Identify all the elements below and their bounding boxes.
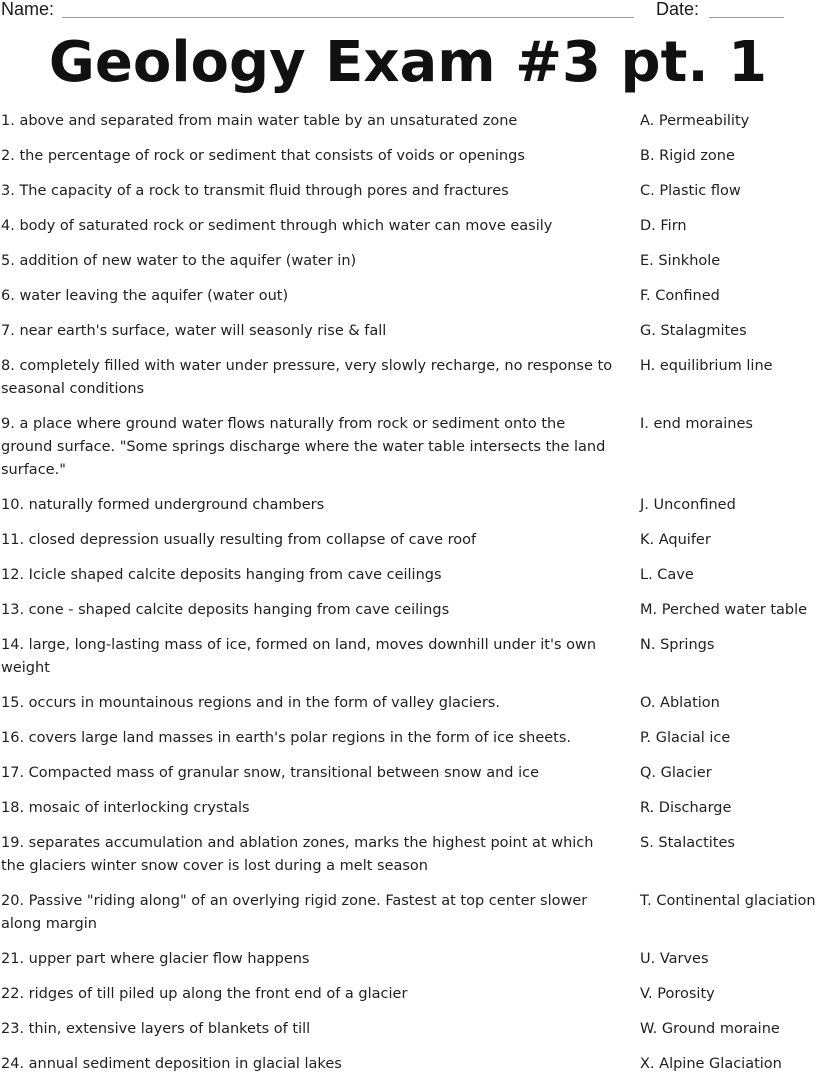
answer-option: X. Alpine Glaciation	[640, 1056, 782, 1072]
answer-option: R. Discharge	[640, 800, 732, 816]
clue-text: 9. a place where ground water flows naturally from rock or sediment onto the ground surface. "Some springs discharge where the water table intersects the land surface."	[1, 416, 606, 478]
matching-row	[0, 692, 816, 715]
date-label: Date:	[656, 0, 700, 19]
answer-option: B. Rigid zone	[640, 148, 735, 164]
clue-text: 23. thin, extensive layers of blankets of till	[1, 1021, 311, 1037]
matching-row	[0, 215, 816, 238]
matching-row	[0, 110, 816, 133]
clue-text: 6. water leaving the aquifer (water out)	[1, 288, 289, 304]
matching-row	[0, 1018, 816, 1041]
clue-text: 5. addition of new water to the aquifer (water in)	[1, 253, 357, 269]
matching-row	[0, 1053, 816, 1076]
clue-text: 19. separates accumulation and ablation zones, marks the highest point at which the glaciers winter snow cover is lost during a melt season	[1, 835, 594, 874]
clue-text: 7. near earth's surface, water will seasonly rise & fall	[1, 323, 387, 339]
clue-text: 4. body of saturated rock or sediment through which water can move easily	[1, 218, 553, 234]
clue-text: 16. covers large land masses in earth's polar regions in the form of ice sheets.	[1, 730, 572, 746]
matching-row	[0, 948, 816, 971]
matching-row	[0, 797, 816, 820]
answer-option: V. Porosity	[640, 986, 715, 1002]
matching-row	[0, 250, 816, 273]
matching-row	[0, 983, 816, 1006]
clue-text: 12. Icicle shaped calcite deposits hanging from cave ceilings	[1, 567, 442, 583]
page-title: Geology Exam #3 pt. 1	[48, 30, 768, 95]
matching-row	[0, 494, 816, 517]
clue-text: 1. above and separated from main water table by an unsaturated zone	[1, 113, 518, 129]
matching-row	[0, 529, 816, 552]
answer-option: E. Sinkhole	[640, 253, 721, 269]
answer-option: G. Stalagmites	[640, 323, 747, 339]
answer-option: C. Plastic flow	[640, 183, 741, 199]
matching-row	[0, 890, 816, 936]
matching-row	[0, 832, 816, 878]
clue-text: 13. cone - shaped calcite deposits hanging from cave ceilings	[1, 602, 450, 618]
answer-option: A. Permeability	[640, 113, 750, 129]
clue-text: 17. Compacted mass of granular snow, transitional between snow and ice	[1, 765, 540, 781]
matching-row	[0, 727, 816, 750]
clue-text: 21. upper part where glacier flow happens	[1, 951, 310, 967]
name-label: Name:	[1, 0, 55, 19]
answer-option: K. Aquifer	[640, 532, 711, 548]
date-field[interactable]	[709, 17, 784, 18]
matching-row	[0, 413, 816, 482]
answer-option: Q. Glacier	[640, 765, 712, 781]
matching-list	[0, 110, 816, 1088]
clue-text: 8. completely filled with water under pressure, very slowly recharge, no response to seasonal conditions	[1, 358, 613, 397]
answer-option: L. Cave	[640, 567, 694, 583]
clue-text: 22. ridges of till piled up along the front end of a glacier	[1, 986, 408, 1002]
answer-option: S. Stalactites	[640, 835, 735, 851]
answer-option: P. Glacial ice	[640, 730, 731, 746]
clue-text: 2. the percentage of rock or sediment that consists of voids or openings	[1, 148, 525, 164]
matching-row	[0, 599, 816, 622]
matching-row	[0, 355, 816, 401]
matching-row	[0, 634, 816, 680]
answer-option: T. Continental glaciation	[640, 893, 816, 909]
answer-option: J. Unconfined	[640, 497, 736, 513]
matching-row	[0, 285, 816, 308]
answer-option: M. Perched water table	[640, 602, 808, 618]
matching-row	[0, 564, 816, 587]
answer-option: U. Varves	[640, 951, 709, 967]
matching-row	[0, 145, 816, 168]
name-field[interactable]	[62, 17, 634, 18]
clue-text: 3. The capacity of a rock to transmit fluid through pores and fractures	[1, 183, 509, 199]
answer-option: H. equilibrium line	[640, 358, 773, 374]
answer-option: I. end moraines	[640, 416, 753, 432]
answer-option: W. Ground moraine	[640, 1021, 780, 1037]
matching-row	[0, 762, 816, 785]
clue-text: 18. mosaic of interlocking crystals	[1, 800, 250, 816]
worksheet-header	[0, 0, 816, 24]
answer-option: D. Firn	[640, 218, 687, 234]
matching-row	[0, 320, 816, 343]
matching-row	[0, 180, 816, 203]
clue-text: 11. closed depression usually resulting from collapse of cave roof	[1, 532, 477, 548]
answer-option: O. Ablation	[640, 695, 720, 711]
clue-text: 15. occurs in mountainous regions and in the form of valley glaciers.	[1, 695, 500, 711]
clue-text: 10. naturally formed underground chambers	[1, 497, 325, 513]
answer-option: N. Springs	[640, 637, 715, 653]
answer-option: F. Confined	[640, 288, 720, 304]
clue-text: 24. annual sediment deposition in glacial lakes	[1, 1056, 342, 1072]
clue-text: 20. Passive "riding along" of an overlying rigid zone. Fastest at top center slower along margin	[1, 893, 588, 932]
clue-text: 14. large, long-lasting mass of ice, formed on land, moves downhill under it's own weight	[1, 637, 597, 676]
